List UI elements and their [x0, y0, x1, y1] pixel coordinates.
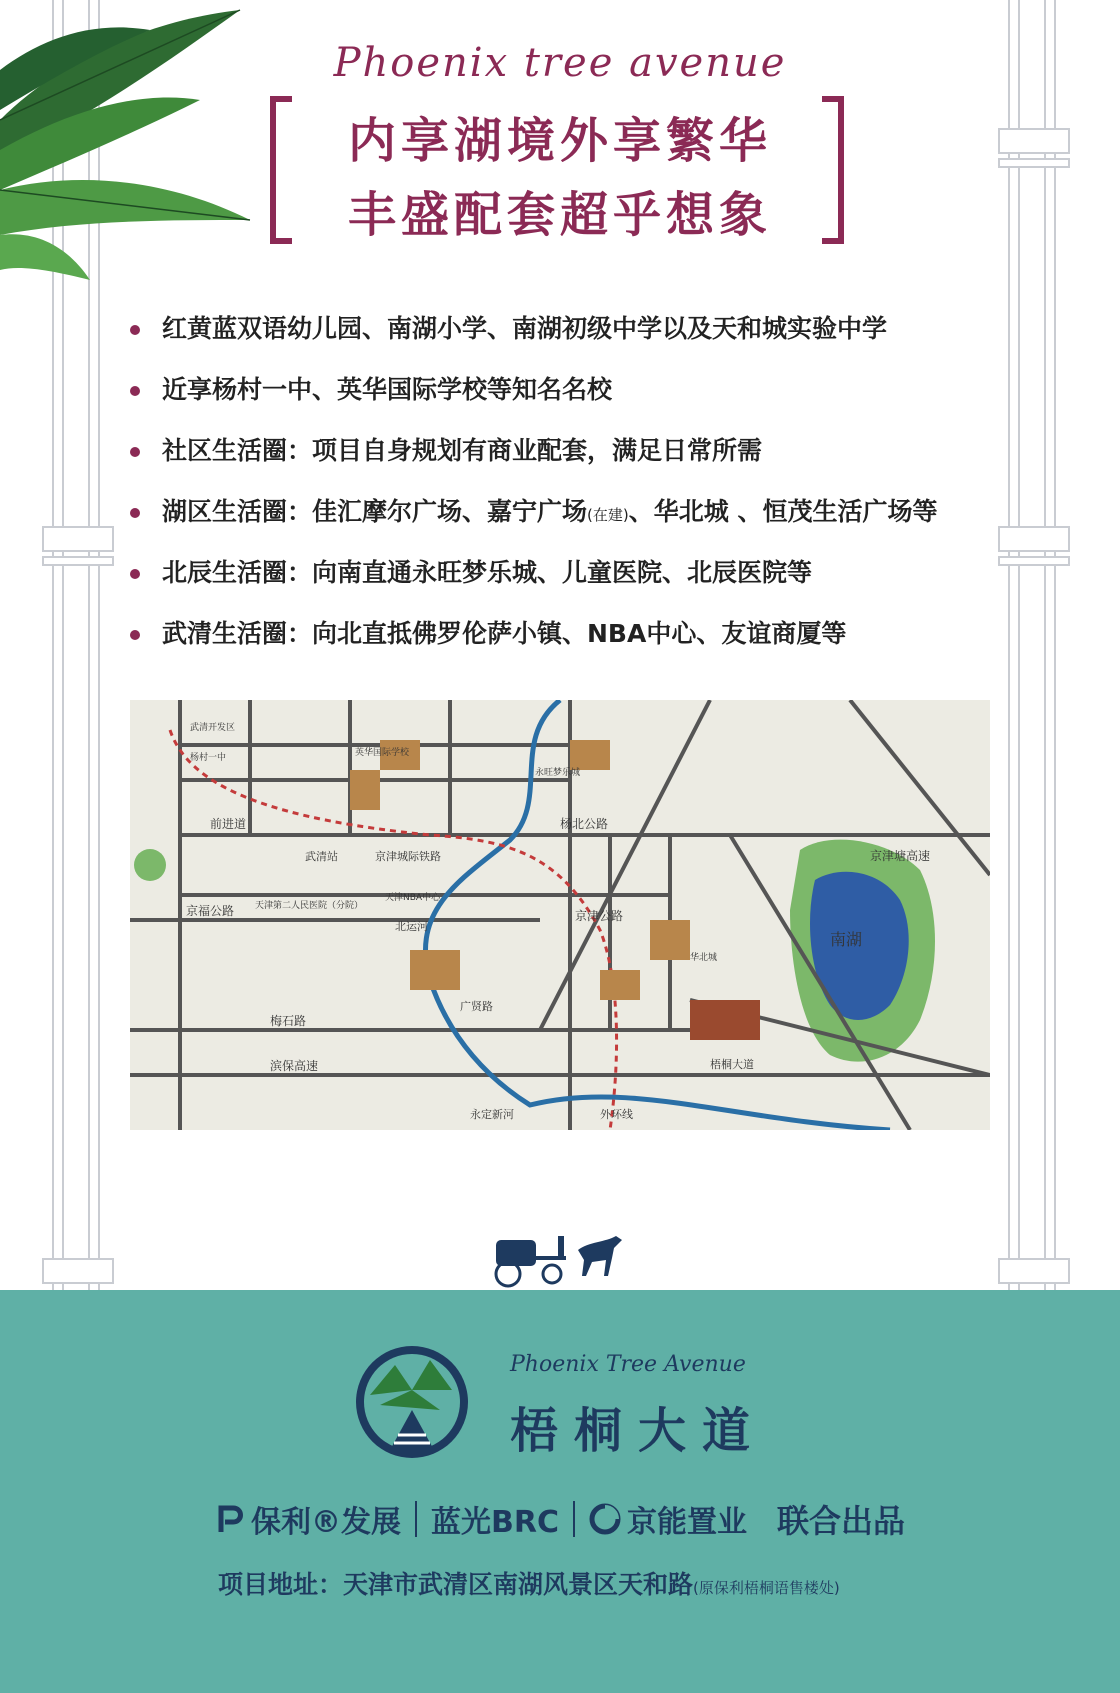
- jingneng-logo-icon: [589, 1503, 621, 1535]
- partner-divider: [415, 1501, 417, 1537]
- map-label-station: 武清站: [305, 850, 338, 863]
- map-label-guangxian: 广贤路: [460, 1000, 493, 1013]
- list-item: [130, 558, 990, 619]
- map-label-yangcun: 杨村一中: [190, 753, 227, 763]
- partner-jingneng: 京能置业: [626, 1505, 747, 1540]
- list-item-text: 社区生活圈：项目自身规划有商业配套，满足日常所需: [162, 436, 763, 465]
- list-item: [130, 497, 990, 558]
- map-label-rail: 京津城际铁路: [375, 850, 441, 863]
- map-label-meishi: 梅石路: [270, 1014, 307, 1028]
- bullet-dot-icon: [130, 508, 140, 518]
- list-item: [130, 314, 990, 375]
- bracket-left: [270, 96, 292, 244]
- map-label-binbao: 滨保高速: [270, 1059, 319, 1073]
- bullet-dot-icon: [130, 569, 140, 579]
- script-title: Phoenix tree avenue: [333, 40, 787, 86]
- map-label-waihuan: 外环线: [600, 1108, 633, 1121]
- map-label-yinghua: 英华国际学校: [355, 748, 410, 758]
- list-item-note: (在建): [587, 506, 629, 524]
- partner-divider: [573, 1501, 575, 1537]
- map-label-kaifaqu: 武清开发区: [190, 723, 236, 733]
- bracket-right: [822, 96, 844, 244]
- list-item-text: 武清生活圈：向北直抵佛罗伦萨小镇、NBA中心、友谊商厦等: [162, 619, 847, 648]
- bullet-dot-icon: [130, 325, 140, 335]
- map-label-huabei: 华北城: [690, 953, 718, 963]
- right-pillar: [1004, 0, 1064, 1290]
- partner-logos: [215, 1495, 905, 1543]
- project-address: [218, 1565, 840, 1601]
- map-label-nanhu: 南湖: [830, 930, 863, 949]
- partner-poly: 保利®发展: [251, 1505, 401, 1540]
- map-label-yongding: 永定新河: [470, 1108, 514, 1121]
- location-map: [130, 700, 990, 1130]
- leaf-icon: [0, 0, 260, 300]
- headline-line-2: 丰盛配套超乎想象: [347, 187, 772, 243]
- amenity-list: [130, 314, 990, 680]
- footer: [0, 1290, 1120, 1693]
- list-item-text: 红黄蓝双语幼儿园、南湖小学、南湖初级中学以及天和城实验中学: [162, 314, 888, 343]
- tree-logo-icon: [350, 1340, 475, 1465]
- poly-logo-icon: [215, 1504, 245, 1534]
- headline-line-1: 内享湖境外享繁华: [347, 113, 772, 169]
- map-label-jingfu: 京福公路: [186, 904, 235, 918]
- brand-english-name: Phoenix Tree Avenue: [510, 1352, 746, 1377]
- bullet-dot-icon: [130, 630, 140, 640]
- bullet-dot-icon: [130, 447, 140, 457]
- list-item: [130, 436, 990, 497]
- map-label-yunhe: 北运河: [395, 920, 428, 933]
- carriage-icon: [488, 1228, 638, 1288]
- map-label-qianjin: 前进道: [210, 817, 247, 831]
- list-item-tail: 、华北城 、恒茂生活广场等: [628, 497, 938, 526]
- map-label-yangbei: 杨北公路: [560, 817, 609, 831]
- list-item-text: 湖区生活圈：佳汇摩尔广场、嘉宁广场: [162, 497, 588, 526]
- map-label-yongwang: 永旺梦乐城: [535, 768, 581, 778]
- address-text: 项目地址：天津市武清区南湖风景区天和路: [218, 1570, 694, 1599]
- brand-chinese-name: 梧桐大道: [510, 1403, 767, 1459]
- map-label-wutong: 梧桐大道: [710, 1058, 754, 1071]
- map-label-jingjintang: 京津塘高速: [870, 849, 931, 863]
- list-item: [130, 375, 990, 436]
- map-label-hospital: 天津第二人民医院（分院）: [255, 901, 364, 911]
- list-item-text: 北辰生活圈：向南直通永旺梦乐城、儿童医院、北辰医院等: [162, 558, 813, 587]
- address-note: (原保利梧桐语售楼处): [693, 1579, 840, 1597]
- map-label-jingjin: 京津公路: [575, 909, 624, 923]
- map-label-nba: 天津NBA中心: [385, 893, 441, 903]
- list-item: [130, 619, 990, 680]
- joint-production-label: 联合出品: [776, 1502, 905, 1540]
- bullet-dot-icon: [130, 386, 140, 396]
- partner-languang: 蓝光BRC: [431, 1505, 559, 1540]
- list-item-text: 近享杨村一中、英华国际学校等知名名校: [162, 375, 613, 404]
